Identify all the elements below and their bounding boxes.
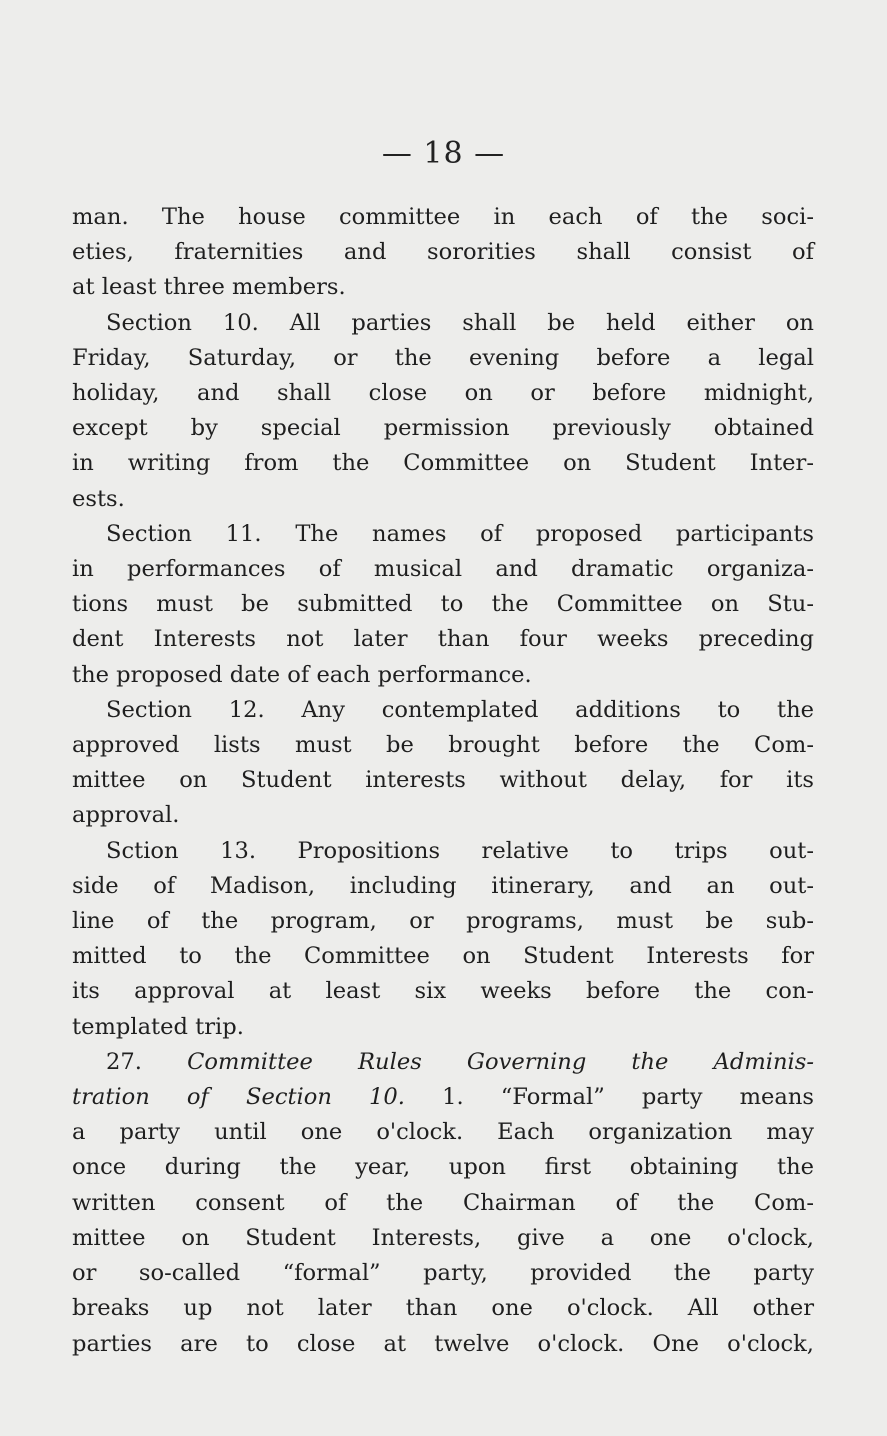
- text-line: Section 11. The names of proposed participants: [106, 520, 814, 547]
- body-text: [72, 200, 814, 1362]
- text-line: in performances of musical and dramatic organiza-: [72, 556, 814, 583]
- text-line: Friday, Saturday, or the evening before a legal: [72, 344, 814, 371]
- section-27-text-line: or so-called “formal” party, provided the party: [72, 1260, 814, 1287]
- lines-container: [72, 200, 814, 1045]
- section-27: [72, 1045, 814, 1362]
- text-line: dent Interests not later than four weeks preceding: [72, 626, 814, 653]
- section-27-title-part1: Committee Rules Governing the Adminis-: [187, 1048, 814, 1075]
- section-27-text-line: a party until one o'clock. Each organization may: [72, 1119, 814, 1146]
- text-line: in writing from the Committee on Student Inter-: [72, 450, 814, 477]
- section-27-text-line: written consent of the Chairman of the Com-: [72, 1189, 814, 1216]
- text-line: its approval at least six weeks before the con-: [72, 978, 814, 1005]
- section-27-line-2-rest: 1. “Formal” party means: [442, 1084, 814, 1111]
- text-line: tions must be submitted to the Committee on Stu-: [72, 591, 814, 618]
- section-27-text-line: once during the year, upon first obtaining the: [72, 1154, 814, 1181]
- text-line: mittee on Student interests without delay, for its: [72, 767, 814, 794]
- text-line: at least three members.: [72, 274, 346, 301]
- section-27-number: 27.: [106, 1048, 188, 1075]
- text-line: Sction 13. Propositions relative to trips out-: [106, 837, 814, 864]
- text-line: man. The house committee in each of the soci-: [72, 204, 814, 230]
- section-27-body: [72, 1115, 814, 1361]
- text-line: templated trip.: [72, 1013, 244, 1040]
- text-line: eties, fraternities and sororities shall consist of: [72, 239, 814, 266]
- text-line: except by special permission previously obtained: [72, 415, 814, 442]
- section-27-text-line: mittee on Student Interests, give a one o'clock,: [72, 1224, 814, 1251]
- section-27-text-line: breaks up not later than one o'clock. All other: [72, 1295, 814, 1322]
- text-line: the proposed date of each performance.: [72, 661, 532, 688]
- text-line: line of the program, or programs, must be sub-: [72, 908, 814, 935]
- section-27-line-1: [72, 1045, 814, 1080]
- section-27-line-2: [72, 1080, 814, 1115]
- text-line: approval.: [72, 802, 180, 829]
- section-27-text-line: parties are to close at twelve o'clock. One o'clock,: [72, 1330, 814, 1357]
- text-line: approved lists must be brought before the Com-: [72, 732, 814, 759]
- section-27-title-part2: tration of Section 10.: [72, 1084, 443, 1111]
- text-line: side of Madison, including itinerary, and an out-: [72, 872, 814, 899]
- text-line: holiday, and shall close on or before midnight,: [72, 380, 814, 407]
- text-line: Section 12. Any contemplated additions to the: [106, 696, 814, 723]
- text-line: Section 10. All parties shall be held either on: [106, 309, 814, 336]
- text-line: ests.: [72, 485, 125, 512]
- text-line: mitted to the Committee on Student Interests for: [72, 943, 814, 970]
- page-number: — 18 —: [381, 136, 506, 171]
